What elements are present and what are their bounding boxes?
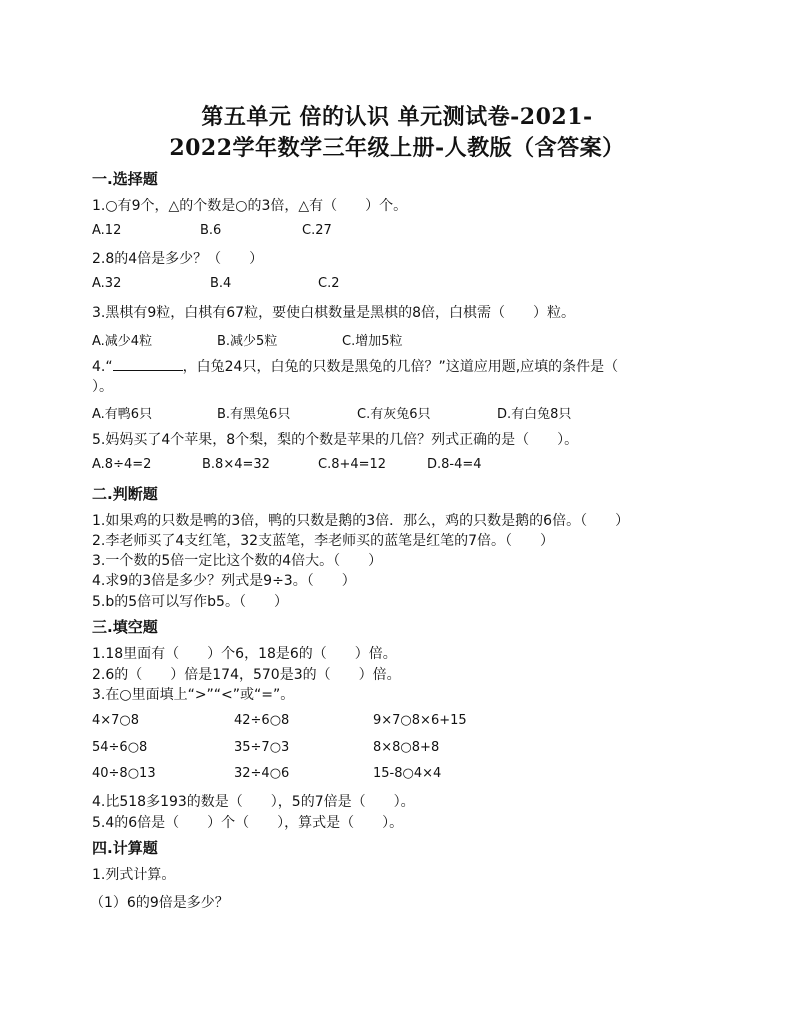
compare-item: 8×8○8+8 xyxy=(373,740,440,755)
choice-q4-option-a: A.有鸭6只 xyxy=(92,407,153,422)
choice-q4-option-d: D.有白兔8只 xyxy=(497,407,572,422)
fill-question-5: 5.4的6倍是（ ）个（ ），算式是（ ）。 xyxy=(92,815,404,831)
choice-q3-option-a: A.减少4粒 xyxy=(92,334,153,349)
choice-q1-option-c: C.27 xyxy=(302,223,332,238)
choice-q4-blank xyxy=(113,358,183,371)
compare-item: 42÷6○8 xyxy=(234,713,290,728)
calc-question-1-sub-1: （1）6的9倍是多少？ xyxy=(90,895,229,911)
choice-q5-option-c: C.8+4=12 xyxy=(318,457,387,472)
choice-q4-continuation: ）。 xyxy=(92,379,113,395)
choice-q3-option-c: C.增加5粒 xyxy=(342,334,403,349)
section-heading-choice: 一.选择题 xyxy=(92,170,158,188)
calc-question-1: 1.列式计算。 xyxy=(92,867,176,883)
choice-q1-option-a: A.12 xyxy=(92,223,122,238)
choice-q5-option-b: B.8×4=32 xyxy=(202,457,270,472)
choice-q2-option-b: B.4 xyxy=(210,276,232,291)
section-heading-fill: 三.填空题 xyxy=(92,618,158,636)
compare-item: 54÷6○8 xyxy=(92,740,148,755)
choice-question-2: 2.8的4倍是多少？（ ） xyxy=(92,251,264,267)
choice-question-3: 3.黑棋有9粒，白棋有67粒，要使白棋数量是黑棋的8倍，白棋需（ ）粒。 xyxy=(92,305,575,321)
choice-q5-option-a: A.8÷4=2 xyxy=(92,457,152,472)
section-heading-calc: 四.计算题 xyxy=(92,839,158,857)
judge-question-5: 5.b的5倍可以写作b5。（ ） xyxy=(92,594,288,610)
choice-q4-option-b: B.有黑兔6只 xyxy=(217,407,291,422)
judge-question-4: 4.求9的3倍是多少？列式是9÷3。（ ） xyxy=(92,573,356,589)
page-title-line2: 2022学年数学三年级上册-人教版（含答案） xyxy=(169,135,625,161)
choice-question-1: 1.○有9个，△的个数是○的3倍，△有（ ）个。 xyxy=(92,198,408,214)
judge-question-2: 2.李老师买了4支红笔，32支蓝笔，李老师买的蓝笔是红笔的7倍。（ ） xyxy=(92,533,554,549)
page-title-line1: 第五单元 倍的认识 单元测试卷-2021- xyxy=(201,104,593,130)
choice-q3-option-b: B.减少5粒 xyxy=(217,334,278,349)
compare-item: 9×7○8×6+15 xyxy=(373,713,467,728)
fill-question-2: 2.6的（ ）倍是174，570是3的（ ）倍。 xyxy=(92,667,401,683)
fill-question-3: 3.在○里面填上“>”“<”或“=”。 xyxy=(92,687,295,703)
choice-q5-option-d: D.8-4=4 xyxy=(427,457,482,472)
judge-question-3: 3.一个数的5倍一定比这个数的4倍大。（ ） xyxy=(92,553,383,569)
choice-question-5: 5.妈妈买了4个苹果，8个梨，梨的个数是苹果的几倍？列式正确的是（ ）。 xyxy=(92,432,579,448)
choice-q2-option-a: A.32 xyxy=(92,276,122,291)
fill-question-1: 1.18里面有（ ）个6，18是6的（ ）倍。 xyxy=(92,646,397,662)
choice-q4-text: ，白兔24只，白兔的只数是黑兔的几倍？”这道应用题,应填的条件是（ xyxy=(182,359,619,375)
section-heading-judge: 二.判断题 xyxy=(92,485,158,503)
fill-question-4: 4.比518多193的数是（ ），5的7倍是（ ）。 xyxy=(92,794,415,810)
compare-item: 40÷8○13 xyxy=(92,766,156,781)
choice-q2-option-c: C.2 xyxy=(318,276,340,291)
choice-q4-prefix: 4.“ xyxy=(92,359,113,375)
choice-question-4 xyxy=(92,356,618,376)
compare-item: 35÷7○3 xyxy=(234,740,290,755)
judge-question-1: 1.如果鸡的只数是鸭的3倍，鸭的只数是鹅的3倍．那么，鸡的只数是鹅的6倍。（ ） xyxy=(92,513,630,529)
choice-q1-option-b: B.6 xyxy=(200,223,222,238)
compare-item: 4×7○8 xyxy=(92,713,140,728)
choice-q4-option-c: C.有灰兔6只 xyxy=(357,407,431,422)
compare-item: 32÷4○6 xyxy=(234,766,290,781)
compare-item: 15-8○4×4 xyxy=(373,766,442,781)
